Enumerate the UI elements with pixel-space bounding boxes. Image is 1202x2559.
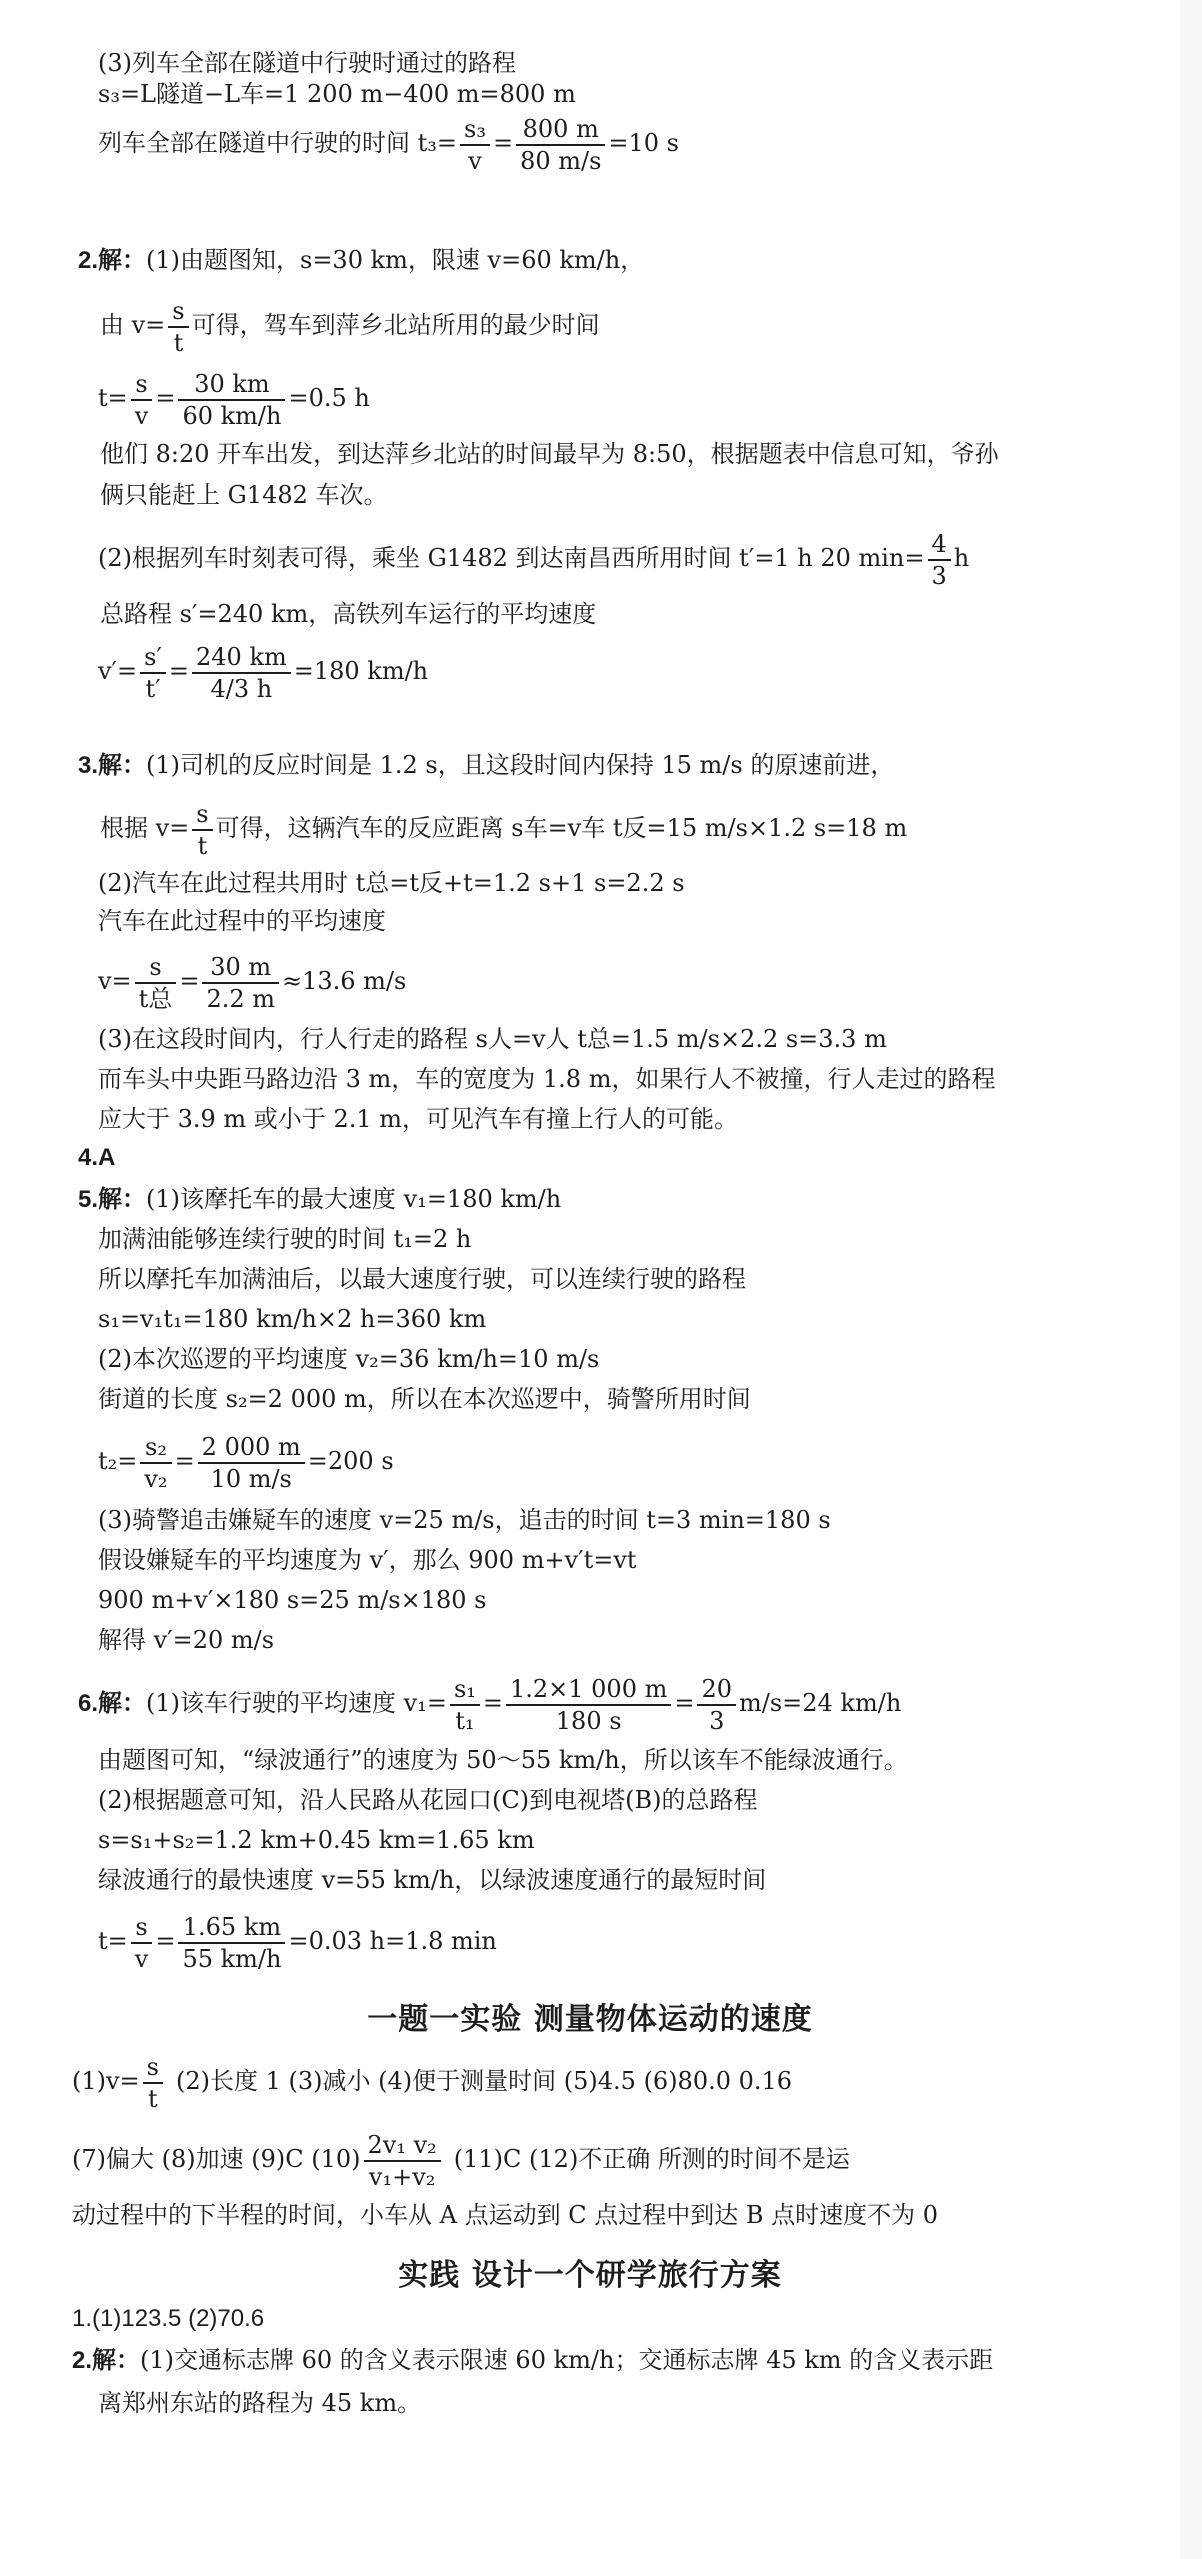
fraction-denominator: v (131, 399, 153, 431)
text-span: 根据 v= (100, 814, 190, 842)
fraction-denominator: 3 (697, 1704, 736, 1736)
text-span: m/s=24 km/h (739, 1689, 902, 1717)
fraction-denominator: t (168, 326, 188, 358)
fraction-denominator: t (143, 2082, 163, 2114)
fraction (450, 1674, 480, 1736)
text-span: t₂= (98, 1447, 138, 1475)
fraction-denominator: v₂ (140, 1462, 171, 1494)
fraction-denominator: 55 km/h (178, 1942, 285, 1974)
text-span: (1)v= (72, 2067, 140, 2095)
text-line: 俩只能赶上 G1482 车次。 (100, 481, 388, 509)
fraction (364, 2130, 441, 2192)
text-span: t= (98, 384, 128, 412)
fraction (131, 369, 153, 431)
text-line (78, 1184, 1150, 1215)
text-line: 离郑州东站的路程为 45 km。 (98, 2389, 422, 2417)
fraction-numerator: 2 000 m (201, 1432, 301, 1461)
text-line: 应大于 3.9 m 或小于 2.1 m，可见汽车有撞上行人的可能。 (98, 1105, 738, 1133)
text-line: t₂= $\frac{\text{s₂}}{\text{v₂}}$ = $\frac{2 000 m}{10 m/s}$ =200 s (98, 1432, 394, 1493)
fraction-numerator: 30 km (194, 369, 270, 398)
text-line: 绿波通行的最快速度 v=55 km/h，以绿波速度通行的最短时间 (98, 1866, 767, 1894)
question-number: 2.解： (78, 247, 147, 274)
fraction-numerator: s (196, 799, 209, 828)
text-span: 列车全部在隧道中行驶的时间 t₃= (98, 129, 458, 157)
text-span: (7)偏大 (8)加速 (9)C (10) (72, 2145, 361, 2173)
fraction-numerator: s (135, 369, 148, 398)
fraction-denominator: t总 (135, 982, 177, 1014)
fraction-numerator: s (146, 2052, 159, 2081)
text-span: (1)该摩托车的最大速度 v₁=180 km/h (146, 1185, 562, 1213)
text-span: (11)C (12)不正确 所测的时间不是运 (453, 2145, 850, 2173)
fraction (192, 642, 291, 704)
fraction-numerator: s₁ (453, 1674, 476, 1703)
question-number: 6.解： (78, 1690, 147, 1717)
fraction-numerator: s (172, 296, 185, 325)
question-number: 5.解： (78, 1186, 147, 1213)
text-line: 所以摩托车加满油后，以最大速度行驶，可以连续行驶的路程 (98, 1265, 746, 1293)
text-line (72, 2050, 1150, 2114)
fraction (506, 1674, 671, 1736)
fraction-denominator: 10 m/s (198, 1462, 305, 1494)
text-span: (1)司机的反应时间是 1.2 s，且这段时间内保持 15 m/s 的原速前进， (146, 751, 895, 779)
fraction (697, 1674, 736, 1736)
text-line: (2)汽车在此过程共用时 t总=t反+t=1.2 s+1 s=2.2 s (98, 869, 685, 897)
text-line (72, 2345, 1150, 2376)
fraction (131, 1912, 153, 1974)
fraction-numerator: 4 (931, 529, 947, 558)
text-span: =10 s (608, 129, 679, 157)
text-span: h (953, 544, 970, 572)
fraction (168, 296, 188, 358)
fraction-numerator: s₃ (464, 114, 486, 143)
text-line: 而车头中央距马路边沿 3 m，车的宽度为 1.8 m，如果行人不被撞，行人走过的路程 (98, 1065, 996, 1093)
text-line (100, 294, 1150, 358)
text-line: 街道的长度 s₂=2 000 m，所以在本次巡逻中，骑警所用时间 (98, 1385, 751, 1413)
text-line: (3)列车全部在隧道中行驶时通过的路程 (98, 49, 516, 77)
text-line: s₁=v₁t₁=180 km/h×2 h=360 km (98, 1305, 487, 1333)
fraction-denominator: 2.2 m (202, 982, 279, 1014)
text-span: (1)交通标志牌 60 的含义表示限速 60 km/h；交通标志牌 45 km 的含义表示距 (140, 2346, 994, 2374)
fraction-denominator: t (192, 829, 212, 861)
text-line: 由题图可知，“绿波通行”的速度为 50～55 km/h，所以该车不能绿波通行。 (98, 1746, 908, 1774)
text-span: =180 km/h (293, 657, 429, 685)
text-span: (1)由题图知，s=30 km，限速 v=60 km/h， (146, 246, 645, 274)
fraction-numerator: 2v₁ v₂ (367, 2130, 437, 2159)
text-line: (2)根据题意可知，沿人民路从花园口(C)到电视塔(B)的总路程 (98, 1786, 758, 1814)
text-line (78, 1142, 1150, 1173)
fraction (140, 642, 166, 704)
text-span: (2)长度 1 (3)减小 (4)便于测量时间 (5)4.5 (6)80.0 0.16 (176, 2067, 793, 2095)
text-line: 900 m+v′×180 s=25 m/s×180 s (98, 1586, 487, 1614)
section-heading: 实践 设计一个研学旅行方案 (398, 2258, 782, 2293)
text-line: 动过程中的下半程的时间，小车从 A 点运动到 C 点过程中到达 B 点时速度不为 0 (72, 2201, 939, 2229)
fraction-numerator: s₂ (145, 1432, 167, 1461)
text-line: t= $\frac{s}{v}$ = $\frac{1.65 km}{55 km/h}$ =0.03 h=1.8 min (98, 1912, 497, 1973)
text-span: =0.5 h (288, 384, 370, 412)
text-line (98, 527, 1150, 591)
question-number: 1.(1)123.5 (2)70.6 (72, 2305, 265, 2332)
text-span: v′= (98, 657, 138, 685)
text-line: (3)骑警追击嫌疑车的速度 v=25 m/s，追击的时间 t=3 min=180 s (98, 1506, 831, 1534)
fraction-denominator: 180 s (506, 1704, 671, 1736)
text-line: (2)本次巡逻的平均速度 v₂=36 km/h=10 m/s (98, 1345, 600, 1373)
fraction (460, 114, 490, 176)
text-span: =0.03 h=1.8 min (288, 1927, 497, 1955)
text-span: (2)根据列车时刻表可得，乘坐 G1482 到达南昌西所用时间 t′=1 h 20 min= (98, 544, 925, 572)
fraction (202, 952, 279, 1014)
text-line: 假设嫌疑车的平均速度为 v′，那么 900 m+v′t=vt (98, 1546, 637, 1574)
fraction-denominator: v (460, 144, 490, 176)
text-line: 汽车在此过程中的平均速度 (98, 907, 386, 935)
fraction-numerator: 240 km (196, 642, 287, 671)
text-line (72, 2303, 1150, 2334)
fraction (928, 529, 951, 591)
fraction (192, 799, 212, 861)
section-heading: 一题一实验 测量物体运动的速度 (367, 2002, 813, 2037)
text-span: 可得，驾车到萍乡北站所用的最少时间 (191, 311, 600, 339)
text-line: 列车全部在隧道中行驶的时间 t₃= $\frac{\text{s₃}}{v}$ = $\frac{800 m}{80 m/s}$ =10 s (98, 114, 679, 175)
text-span: v= (98, 967, 132, 995)
fraction-numerator: 20 (701, 1674, 733, 1703)
fraction-denominator: 60 km/h (178, 399, 285, 431)
fraction (198, 1432, 305, 1494)
fraction-denominator: t₁ (450, 1704, 480, 1736)
text-line: (3)在这段时间内，行人行走的路程 s人=v人 t总=1.5 m/s×2.2 s=3.3 m (98, 1025, 887, 1053)
fraction-numerator: 30 m (210, 952, 272, 981)
text-line: 解得 v′=20 m/s (98, 1626, 275, 1654)
text-span: 由 v= (100, 311, 166, 339)
text-span: = (482, 1689, 503, 1717)
text-line: v= $\frac{s}{\text{t总}}$ = $\frac{30 m}{2.2 m}$ ≈13.6 m/s (98, 952, 407, 1013)
fraction (516, 114, 605, 176)
fraction (135, 952, 177, 1014)
question-number: 3.解： (78, 752, 147, 779)
text-span: = (674, 1689, 695, 1717)
text-span: =200 s (307, 1447, 394, 1475)
text-span: 可得，这辆汽车的反应距离 s车=v车 t反=15 m/s×1.2 s=18 m (215, 814, 908, 842)
fraction-numerator: 1.65 km (182, 1912, 282, 1941)
text-line: t= $\frac{s}{v}$ = $\frac{30 km}{60 km/h}$ =0.5 h (98, 369, 370, 430)
fraction-numerator: s (149, 952, 162, 981)
text-line: 加满油能够连续行驶的时间 t₁=2 h (98, 1225, 472, 1253)
fraction (143, 2052, 163, 2114)
fraction-denominator: v₁+v₂ (364, 2160, 441, 2192)
fraction-denominator: 3 (928, 559, 951, 591)
fraction-denominator: t′ (140, 672, 166, 704)
text-line (72, 2128, 1150, 2192)
text-line: 总路程 s′=240 km，高铁列车运行的平均速度 (100, 600, 597, 628)
fraction-denominator: 80 m/s (516, 144, 605, 176)
text-span: (1)该车行驶的平均速度 v₁= (146, 1689, 447, 1717)
fraction-denominator: v (131, 1942, 153, 1974)
text-span: t= (98, 1927, 128, 1955)
fraction (140, 1432, 171, 1494)
text-line: s=s₁+s₂=1.2 km+0.45 km=1.65 km (98, 1826, 535, 1854)
text-line (78, 1672, 1150, 1736)
fraction-numerator: 800 m (522, 114, 599, 143)
fraction-numerator: 1.2×1 000 m (509, 1674, 668, 1703)
question-number: 2.解： (72, 2347, 141, 2374)
fraction-denominator: 4/3 h (192, 672, 291, 704)
question-number: 4.A (78, 1144, 116, 1171)
text-line (78, 245, 1150, 276)
fraction (178, 369, 285, 431)
text-line (78, 750, 1150, 781)
text-line: 他们 8:20 开车出发，到达萍乡北站的时间最早为 8:50，根据题表中信息可知，爷孙 (100, 440, 999, 468)
fraction-numerator: s′ (144, 642, 162, 671)
text-line (100, 797, 1150, 861)
text-line: v′= $\frac{s'}{t'}$ = $\frac{240 km}{4/3 h}$ =180 km/h (98, 642, 429, 703)
text-line: s₃=L隧道−L车=1 200 m−400 m=800 m (98, 80, 576, 108)
fraction-numerator: s (135, 1912, 148, 1941)
fraction (178, 1912, 285, 1974)
text-span: ≈13.6 m/s (282, 967, 407, 995)
